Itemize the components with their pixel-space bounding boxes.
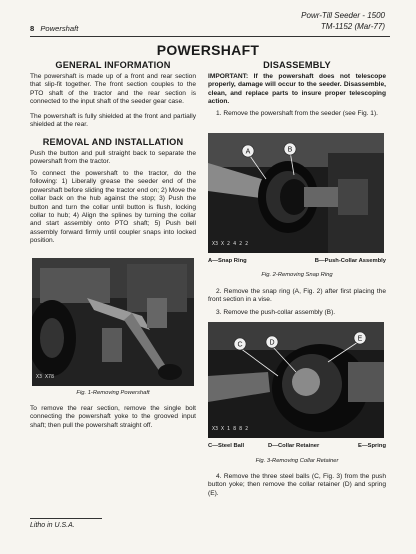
header-section: Powershaft	[40, 24, 79, 33]
figure-3-legend-d: D—Collar Retainer	[268, 443, 320, 449]
general-info-paragraph-2: The powershaft is fully shielded at the front and partially shielded at the rear.	[30, 113, 196, 129]
page-number: 8	[30, 24, 35, 33]
figure-3-label-d: D	[269, 339, 275, 347]
figure-1-illustration	[32, 258, 194, 386]
disassembly-step-2: 2. Remove the snap ring (A, Fig. 2) after first placing the front section in a vise.	[208, 288, 386, 304]
figure-2-legend-b: B—Push-Collar Assembly	[314, 258, 386, 264]
figure-3-legend-e: E—Spring	[357, 443, 386, 449]
removal-heading: REMOVAL AND INSTALLATION	[42, 137, 184, 147]
disassembly-step-1: 1. Remove the powershaft from the seeder (see Fig. 1).	[216, 110, 378, 117]
figure-3-illustration	[208, 322, 384, 438]
header-model: Powr-Till Seeder - 1500	[301, 11, 385, 20]
figure-1-number: X3 X78	[36, 374, 55, 380]
figure-3-label-c: C	[237, 341, 243, 349]
figure-2-photo	[208, 133, 384, 253]
disassembly-step-3: 3. Remove the push-collar assembly (B).	[216, 309, 336, 316]
general-info-paragraph-1: The powershaft is made up of a front and rear section that slip-fit together. The front section couples to the PTO shaft of the tractor and the rear section is connected to the input shaft of the seeder gear case.	[30, 73, 196, 106]
figure-2-label-b: B	[287, 146, 293, 154]
figure-2-legend-a: A—Snap Ring	[208, 258, 247, 264]
figure-2-caption: Fig. 2-Removing Snap Ring	[261, 272, 333, 278]
figure-3-number: X3 X 1 8 8 2	[212, 426, 249, 432]
disassembly-heading: DISASSEMBLY	[263, 60, 331, 70]
footer-litho: Litho in U.S.A.	[30, 522, 75, 529]
general-info-heading: GENERAL INFORMATION	[55, 60, 171, 70]
removal-paragraph-2: To connect the powershaft to the tractor, do the following: 1) Liberally grease the seeder end of the powershaft before sliding the tractor end on; 2) Move the collar back on the hub against the stop; 3) Push the button and turn the collar until button is flush, locking collar to hub; 4) Align the splines by turning the collar and start assembly onto PTO shaft; 5) Push bell assembly forward firmly until coupler snaps into locked position.	[30, 170, 196, 245]
figure-2-label-a: A	[245, 148, 251, 156]
removal-paragraph-1: Push the button and pull straight back to separate the powershaft from the tractor.	[30, 150, 196, 166]
figure-2-number: X3 X 2 4 2 2	[212, 241, 249, 247]
page-title: POWERSHAFT	[156, 42, 260, 58]
header-page-info	[30, 24, 78, 33]
figure-3-photo	[208, 322, 384, 438]
figure-3-label-e: E	[357, 335, 363, 343]
figure-3-legend-c: C—Steel Ball	[208, 443, 245, 449]
header-rule	[30, 36, 390, 37]
figure-3-caption: Fig. 3-Removing Collar Retainer	[255, 458, 339, 464]
removal-paragraph-3: To remove the rear section, remove the single bolt connecting the powershaft yoke to the grooved input shaft; then pull the powershaft straight off.	[30, 405, 196, 429]
important-notice: IMPORTANT: If the powershaft does not telescope properly, damage will occur to the seeder. Disassemble, clean, and replace parts to insure proper telescoping action.	[208, 73, 386, 106]
disassembly-step-4: 4. Remove the three steel balls (C, Fig. 3) from the push button yoke; then remove the collar retainer (D) and spring (E).	[208, 473, 386, 497]
figure-1-photo	[32, 258, 194, 386]
figure-1-caption: Fig. 1-Removing Powershaft	[76, 390, 150, 396]
header-manual-info	[275, 10, 385, 32]
figure-2-illustration	[208, 133, 384, 253]
header-manual-number: TM-1152 (Mar-77)	[320, 22, 385, 31]
footer-rule	[30, 518, 102, 519]
